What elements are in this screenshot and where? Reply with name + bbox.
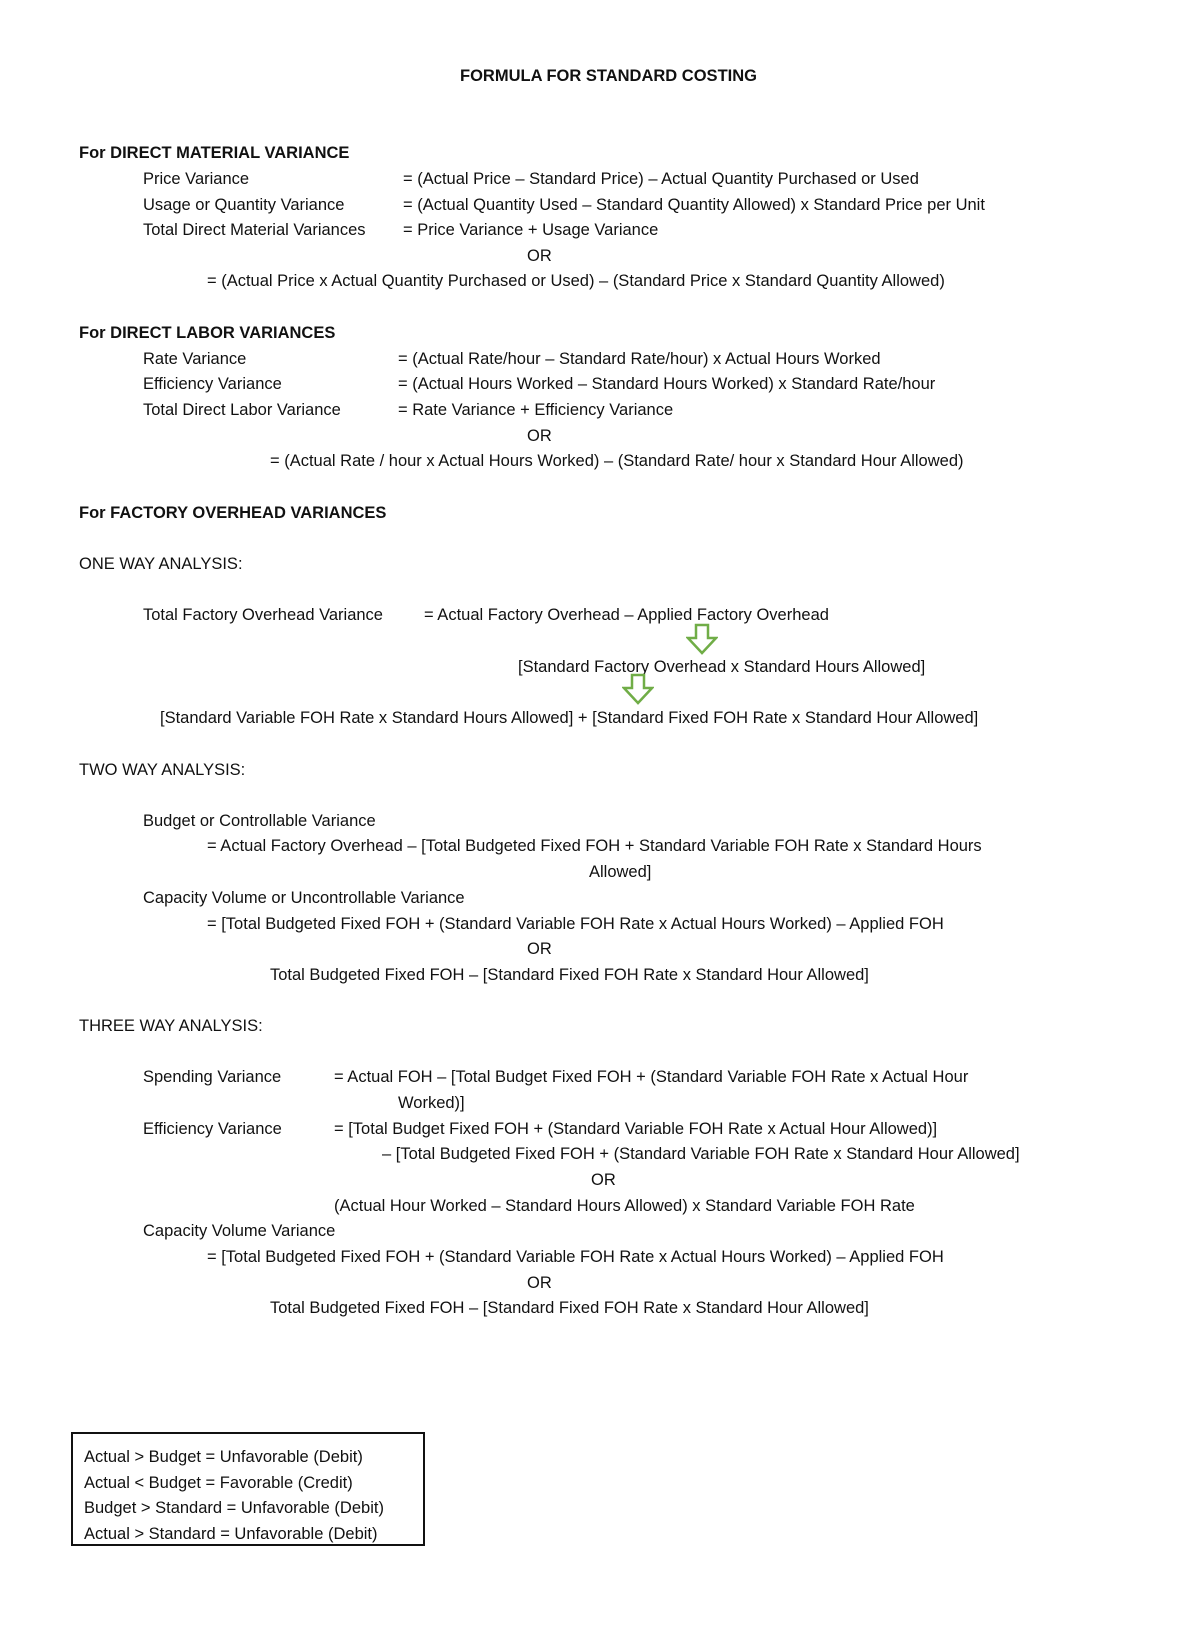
labor-alt-formula: = (Actual Rate / hour x Actual Hours Worked) – (Standard Rate/ hour x Standard Hour Allowed) <box>270 452 964 470</box>
capacity-variance-formula: = [Total Budgeted Fixed FOH + (Standard Variable FOH Rate x Actual Hours Worked) – Applied FOH <box>207 915 944 933</box>
two-way-heading: TWO WAY ANALYSIS: <box>79 761 246 779</box>
factory-overhead-heading: For FACTORY OVERHEAD VARIANCES <box>79 504 387 522</box>
foh-efficiency-formula: = [Total Budget Fixed FOH + (Standard Variable FOH Rate x Actual Hour Allowed)] <box>334 1120 938 1138</box>
capacity-variance-alt: Total Budgeted Fixed FOH – [Standard Fixed FOH Rate x Standard Hour Allowed] <box>270 966 869 984</box>
foh-efficiency-formula-cont: – [Total Budgeted Fixed FOH + (Standard Variable FOH Rate x Standard Hour Allowed] <box>382 1145 1020 1163</box>
foh-efficiency-label: Efficiency Variance <box>143 1120 282 1138</box>
down-arrow-icon <box>622 673 654 705</box>
usage-variance-label: Usage or Quantity Variance <box>143 196 345 214</box>
capacity-volume-formula: = [Total Budgeted Fixed FOH + (Standard Variable FOH Rate x Actual Hours Worked) – Applied FOH <box>207 1248 944 1266</box>
rate-variance-formula: = (Actual Rate/hour – Standard Rate/hour) x Actual Hours Worked <box>398 350 881 368</box>
down-arrow-icon <box>686 623 718 655</box>
or-separator: OR <box>527 1274 552 1292</box>
total-foh-variance-formula: = Actual Factory Overhead – Applied Factory Overhead <box>424 606 829 624</box>
spending-variance-label: Spending Variance <box>143 1068 282 1086</box>
page-title: FORMULA FOR STANDARD COSTING <box>460 67 757 85</box>
total-labor-variance-formula: = Rate Variance + Efficiency Variance <box>398 401 674 419</box>
direct-labor-heading: For DIRECT LABOR VARIANCES <box>79 324 336 342</box>
spending-variance-formula: = Actual FOH – [Total Budget Fixed FOH + (Standard Variable FOH Rate x Actual Hour <box>334 1068 969 1086</box>
legend-item: Budget > Standard = Unfavorable (Debit) <box>84 1499 384 1517</box>
applied-foh-detail: [Standard Factory Overhead x Standard Hours Allowed] <box>518 658 926 676</box>
total-material-variance-label: Total Direct Material Variances <box>143 221 366 239</box>
capacity-variance-label: Capacity Volume or Uncontrollable Variance <box>143 889 465 907</box>
or-separator: OR <box>527 247 552 265</box>
direct-material-heading: For DIRECT MATERIAL VARIANCE <box>79 144 350 162</box>
rate-variance-label: Rate Variance <box>143 350 247 368</box>
spending-variance-formula-cont: Worked)] <box>398 1094 465 1112</box>
total-labor-variance-label: Total Direct Labor Variance <box>143 401 341 419</box>
price-variance-formula: = (Actual Price – Standard Price) – Actual Quantity Purchased or Used <box>403 170 919 188</box>
total-material-variance-formula: = Price Variance + Usage Variance <box>403 221 659 239</box>
or-separator: OR <box>527 940 552 958</box>
or-separator: OR <box>527 427 552 445</box>
three-way-heading: THREE WAY ANALYSIS: <box>79 1017 263 1035</box>
legend-item: Actual > Budget = Unfavorable (Debit) <box>84 1448 363 1466</box>
budget-variance-formula: = Actual Factory Overhead – [Total Budgeted Fixed FOH + Standard Variable FOH Rate x Standard Hours <box>207 837 982 855</box>
capacity-volume-alt: Total Budgeted Fixed FOH – [Standard Fixed FOH Rate x Standard Hour Allowed] <box>270 1299 869 1317</box>
applied-foh-breakdown: [Standard Variable FOH Rate x Standard Hours Allowed] + [Standard Fixed FOH Rate x Standard Hour Allowed] <box>160 709 979 727</box>
or-separator: OR <box>591 1171 616 1189</box>
total-foh-variance-label: Total Factory Overhead Variance <box>143 606 383 624</box>
foh-efficiency-alt: (Actual Hour Worked – Standard Hours Allowed) x Standard Variable FOH Rate <box>334 1197 915 1215</box>
budget-variance-label: Budget or Controllable Variance <box>143 812 376 830</box>
legend-item: Actual > Standard = Unfavorable (Debit) <box>84 1525 378 1543</box>
budget-variance-formula-cont: Allowed] <box>589 863 652 881</box>
capacity-volume-label: Capacity Volume Variance <box>143 1222 336 1240</box>
labor-efficiency-label: Efficiency Variance <box>143 375 282 393</box>
labor-efficiency-formula: = (Actual Hours Worked – Standard Hours Worked) x Standard Rate/hour <box>398 375 936 393</box>
usage-variance-formula: = (Actual Quantity Used – Standard Quantity Allowed) x Standard Price per Unit <box>403 196 985 214</box>
material-alt-formula: = (Actual Price x Actual Quantity Purchased or Used) – (Standard Price x Standard Quantity Allowed) <box>207 272 945 290</box>
one-way-heading: ONE WAY ANALYSIS: <box>79 555 243 573</box>
price-variance-label: Price Variance <box>143 170 250 188</box>
legend-item: Actual < Budget = Favorable (Credit) <box>84 1474 353 1492</box>
